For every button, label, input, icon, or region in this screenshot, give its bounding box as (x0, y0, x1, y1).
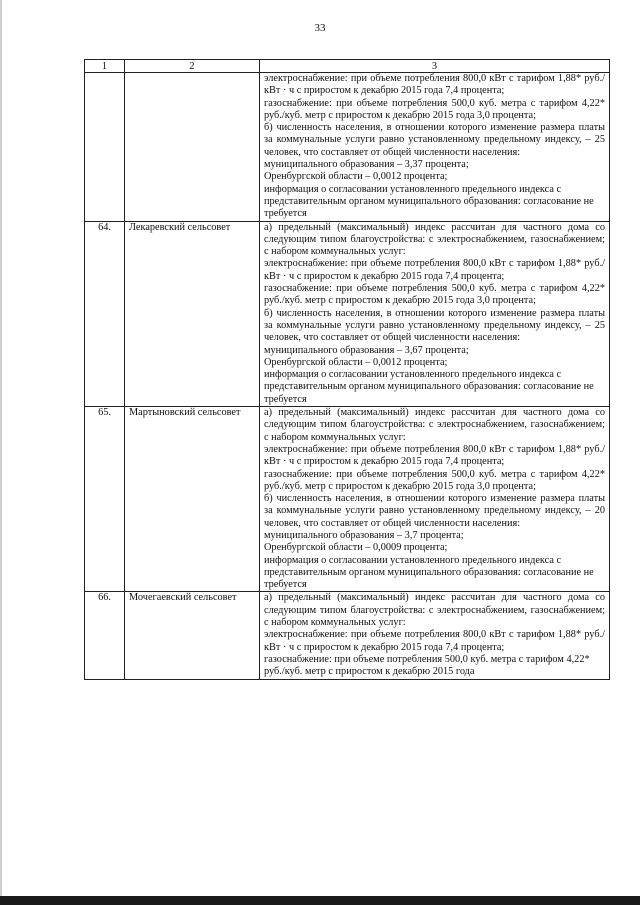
index-description (260, 221, 610, 406)
description-paragraph: б) численность населения, в отношении которого изменение размера платы за коммунальные услуги равно установленному предельному индексу, – 25 человек, что составляет от общей численности населения: (264, 307, 605, 344)
row-number: 65. (85, 407, 125, 592)
index-description (260, 407, 610, 592)
municipality-name: Мартыновский сельсовет (125, 407, 260, 592)
row-number: 66. (85, 592, 125, 679)
description-paragraph: информация о согласовании установленного предельного индекса с представительным органом муниципального образования: согласование не требуется (264, 183, 594, 220)
description-paragraph: Оренбургской области – 0,0009 процента; (264, 542, 448, 554)
municipality-name: Мочегаевский сельсовет (125, 592, 260, 679)
description-paragraph: информация о согласовании установленного предельного индекса с представительным органом муниципального образования: согласование не требуется (264, 554, 594, 591)
description-paragraph: муниципального образования – 3,7 процента; (264, 529, 464, 541)
description-paragraph: б) численность населения, в отношении которого изменение размера платы за коммунальные услуги равно установленному предельному индексу, – 20 человек, что составляет от общей численности населения: (264, 493, 605, 529)
description-paragraph: а) предельный (максимальный) индекс рассчитан для частного дома со следующим типом благоустройства: с электроснабжением, газоснабжением; с набором коммунальных услуг: (264, 592, 605, 629)
description-paragraph: газоснабжение: при объеме потребления 500,0 куб. метра с тарифом 4,22* руб./куб. метр с приростом к декабрю 2015 года 3,0 процента; (264, 468, 605, 492)
description-paragraph: электроснабжение: при объеме потребления 800,0 кВт с тарифом 1,88* руб./кВт · ч с приростом к декабрю 2015 года 7,4 процента; (264, 258, 605, 282)
table-header-row (85, 60, 610, 73)
description-paragraph: а) предельный (максимальный) индекс рассчитан для частного дома со следующим типом благоустройства: с электроснабжением, газоснабжением; с набором коммунальных услуг: (264, 221, 605, 258)
column-header: 1 (85, 60, 125, 73)
description-paragraph: Оренбургской области – 0,0012 процента; (264, 171, 448, 183)
scan-bottom-edge (0, 896, 640, 905)
document-table (84, 59, 610, 680)
description-paragraph: электроснабжение: при объеме потребления 800,0 кВт с тарифом 1,88* руб./кВт · ч с приростом к декабрю 2015 года 7,4 процента; (264, 443, 605, 468)
description-paragraph: информация о согласовании установленного предельного индекса с представительным органом муниципального образования: согласование не требуется (264, 369, 594, 405)
description-paragraph: газоснабжение: при объеме потребления 500,0 куб. метра с тарифом 4,22* руб./куб. метр с приростом к декабрю 2015 года 3,0 процента; (264, 97, 605, 121)
description-paragraph: б) численность населения, в отношении которого изменение размера платы за коммунальные услуги равно установленному предельному индексу, – 25 человек, что составляет от общей численности населения: (264, 122, 605, 158)
scan-edge (0, 0, 2, 905)
table-row (85, 407, 610, 592)
index-description (260, 592, 610, 679)
column-header: 3 (260, 60, 610, 73)
column-header: 2 (125, 60, 260, 73)
row-number (85, 73, 125, 222)
description-paragraph: газоснабжение: при объеме потребления 500,0 куб. метра с тарифом 4,22* руб./куб. метр с приростом к декабрю 2015 года (264, 653, 590, 678)
description-paragraph: муниципального образования – 3,67 процента; (264, 344, 469, 356)
table-row (85, 73, 610, 222)
table-row (85, 592, 610, 679)
table-row (85, 221, 610, 406)
description-paragraph: муниципального образования – 3,37 процента; (264, 159, 469, 171)
description-paragraph: Оренбургской области – 0,0012 процента; (264, 356, 448, 368)
row-number: 64. (85, 221, 125, 406)
description-paragraph: электроснабжение: при объеме потребления 800,0 кВт с тарифом 1,88* руб./кВт · ч с приростом к декабрю 2015 года 7,4 процента; (264, 73, 605, 97)
description-paragraph: электроснабжение: при объеме потребления 800,0 кВт с тарифом 1,88* руб./кВт · ч с приростом к декабрю 2015 года 7,4 процента; (264, 629, 605, 653)
municipality-name: Лекаревский сельсовет (125, 221, 260, 406)
municipality-name (125, 73, 260, 222)
description-paragraph: газоснабжение: при объеме потребления 500,0 куб. метра с тарифом 4,22* руб./куб. метр с приростом к декабрю 2015 года 3,0 процента; (264, 283, 605, 307)
description-paragraph: а) предельный (максимальный) индекс рассчитан для частного дома со следующим типом благоустройства: с электроснабжением, газоснабжением; с набором коммунальных услуг: (264, 407, 605, 443)
index-description (260, 73, 610, 222)
page-number: 33 (314, 22, 326, 34)
